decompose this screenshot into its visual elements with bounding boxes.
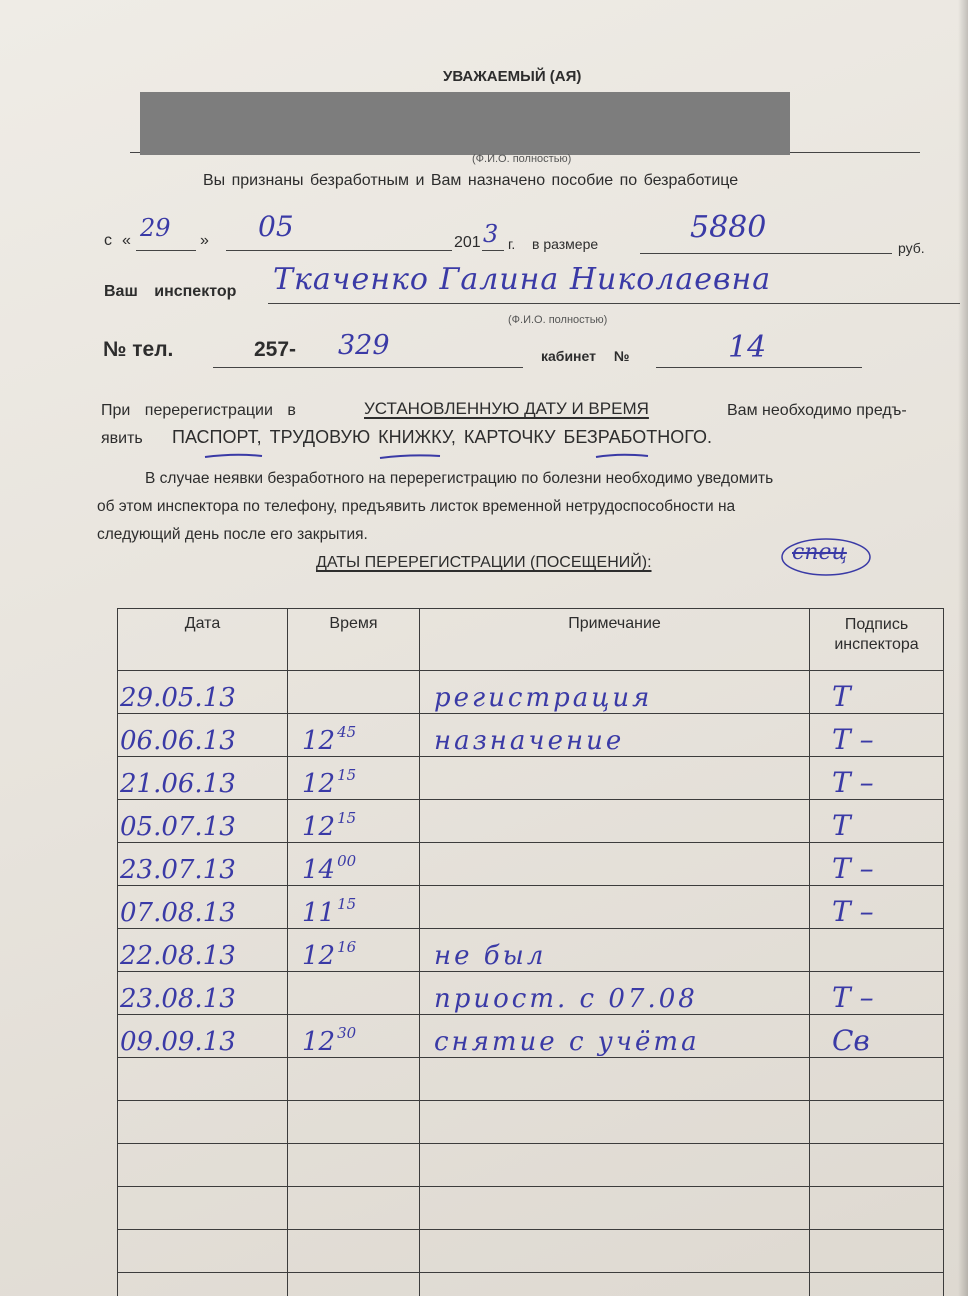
section-mark-circle [778, 532, 878, 582]
year-line [482, 250, 504, 251]
currency-label: руб. [898, 240, 925, 256]
registration-table [117, 608, 944, 1296]
cell-date [118, 1273, 288, 1296]
table-row [118, 1273, 944, 1296]
signature-mark: Т – [832, 766, 874, 799]
header-date: Дата [118, 609, 288, 671]
cell-note [420, 843, 810, 886]
cell-time [288, 1015, 420, 1058]
instruction-line-1c: Вам необходимо предъ- [727, 402, 907, 419]
cell-note [420, 1015, 810, 1058]
time-hours: 12 [302, 812, 336, 842]
office-number: 14 [728, 330, 767, 365]
cell-signature [810, 1187, 944, 1230]
cell-time [288, 800, 420, 843]
signature-mark: Т [832, 809, 851, 842]
cell-note [420, 671, 810, 714]
cell-date [118, 1058, 288, 1101]
cell-time [288, 886, 420, 929]
day-line [136, 250, 196, 251]
cell-note [420, 1101, 810, 1144]
header-time: Время [288, 609, 420, 671]
table-row [118, 1015, 944, 1058]
table-row [118, 800, 944, 843]
phone-suffix: 329 [338, 330, 390, 361]
date-value: 23.08.13 [120, 984, 236, 1014]
cell-note [420, 757, 810, 800]
office-label: кабинет № [541, 348, 630, 364]
time-minutes: 00 [337, 852, 357, 870]
instruction-line-1b [364, 399, 649, 419]
quote-close: » [200, 232, 209, 249]
cell-signature [810, 1273, 944, 1296]
signature-mark: Т – [832, 981, 874, 1014]
cell-date [118, 1101, 288, 1144]
page-edge-shadow [958, 0, 968, 1296]
amount-line [640, 253, 892, 254]
time-minutes: 15 [337, 766, 357, 784]
signature-mark [810, 1110, 832, 1143]
cell-note [420, 1230, 810, 1273]
cell-note [420, 1187, 810, 1230]
signature-mark [810, 938, 832, 971]
date-value: 05.07.13 [120, 812, 236, 842]
signature-mark: Т – [832, 895, 874, 928]
phone-label: № тел. [103, 338, 174, 361]
cell-time [288, 1101, 420, 1144]
cell-signature [810, 972, 944, 1015]
cell-signature [810, 929, 944, 972]
signature-mark [810, 1282, 832, 1296]
paragraph-line-1: В случае неявки безработного на перерегистрацию по болезни необходимо уведомить [145, 470, 774, 487]
cell-time [288, 1230, 420, 1273]
instruction-line-2b: ПАСПОРТ, ТРУДОВУЮ КНИЖКУ, КАРТОЧКУ БЕЗРАБОТНОГО. [172, 427, 712, 447]
cell-signature [810, 671, 944, 714]
cell-date [118, 1187, 288, 1230]
cell-note [420, 929, 810, 972]
benefit-month: 05 [258, 210, 294, 243]
cell-note [420, 1058, 810, 1101]
time-hours: 12 [302, 726, 336, 756]
cell-note [420, 800, 810, 843]
from-prefix: с [104, 232, 112, 249]
section-title-text: ДАТЫ ПЕРЕРЕГИСТРАЦИИ (ПОСЕЩЕНИЙ): [316, 554, 652, 571]
office-line [656, 367, 862, 368]
cell-signature [810, 886, 944, 929]
document-title: УВАЖАЕМЫЙ (АЯ) [443, 68, 582, 85]
cell-signature [810, 1230, 944, 1273]
signature-mark [810, 1239, 832, 1272]
signature-mark [810, 1196, 832, 1229]
table-row [118, 886, 944, 929]
recognized-statement: Вы признаны безработным и Вам назначено пособие по безработице [203, 172, 739, 189]
year-label: г. [508, 236, 516, 252]
table-header-row [118, 609, 944, 671]
note-value: назначение [434, 726, 625, 756]
table-row [118, 671, 944, 714]
table-row [118, 972, 944, 1015]
cell-date [118, 929, 288, 972]
table-row [118, 714, 944, 757]
section-title [316, 554, 652, 572]
cell-date [118, 800, 288, 843]
cell-note [420, 1273, 810, 1296]
table-row [118, 1230, 944, 1273]
table-row [118, 1144, 944, 1187]
time-hours: 12 [302, 1027, 336, 1057]
cell-signature [810, 1058, 944, 1101]
cell-note [420, 1144, 810, 1187]
cell-signature [810, 1101, 944, 1144]
time-minutes: 16 [337, 938, 357, 956]
table-row [118, 757, 944, 800]
date-value: 21.06.13 [120, 769, 236, 799]
table-body [118, 671, 944, 1296]
signature-mark: Т – [832, 852, 874, 885]
note-value: приост. с 07.08 [434, 984, 698, 1014]
cell-date [118, 843, 288, 886]
header-note: Примечание [420, 609, 810, 671]
cell-signature [810, 800, 944, 843]
date-value: 23.07.13 [120, 855, 236, 885]
time-hours: 12 [302, 941, 336, 971]
year-prefix: 201 [454, 234, 481, 251]
cell-date [118, 1230, 288, 1273]
benefit-amount: 5880 [690, 210, 767, 245]
cell-note [420, 886, 810, 929]
required-datetime: УСТАНОВЛЕННУЮ ДАТУ И ВРЕМЯ [364, 399, 649, 418]
cell-time [288, 714, 420, 757]
phone-prefix: 257- [254, 338, 297, 361]
note-value: регистрация [434, 683, 653, 713]
note-value: снятие с учёта [434, 1027, 700, 1057]
paragraph-line-3: следующий день после его закрытия. [97, 526, 368, 543]
signature-mark: Т [832, 680, 851, 713]
cell-time [288, 929, 420, 972]
inspector-caption: (Ф.И.О. полностью) [508, 314, 608, 326]
inspector-line [268, 303, 960, 304]
redaction-block [140, 92, 790, 155]
cell-note [420, 972, 810, 1015]
benefit-day: 29 [140, 214, 171, 242]
time-hours: 14 [302, 855, 336, 885]
cell-date [118, 714, 288, 757]
table-row [118, 1187, 944, 1230]
date-value: 09.09.13 [120, 1027, 236, 1057]
signature-mark [810, 1067, 832, 1100]
cell-date [118, 972, 288, 1015]
cell-signature [810, 1015, 944, 1058]
cell-time [288, 1187, 420, 1230]
time-minutes: 15 [337, 895, 357, 913]
cell-time [288, 972, 420, 1015]
time-hours: 12 [302, 769, 336, 799]
instruction-line-2a: явить [101, 430, 143, 447]
month-line [226, 250, 452, 251]
cell-note [420, 714, 810, 757]
signature-mark: Т – [832, 723, 874, 756]
note-value: не был [434, 941, 547, 971]
header-signature: Подпись инспектора [810, 609, 944, 671]
table-row [118, 1101, 944, 1144]
date-value: 22.08.13 [120, 941, 236, 971]
quote-open: « [122, 232, 131, 249]
phone-line [213, 367, 523, 368]
cell-signature [810, 714, 944, 757]
date-value: 29.05.13 [120, 683, 236, 713]
date-value: 06.06.13 [120, 726, 236, 756]
amount-label: в размере [532, 236, 599, 252]
cell-signature [810, 1144, 944, 1187]
cell-time [288, 1273, 420, 1296]
inspector-label: Ваш инспектор [104, 283, 237, 300]
cell-date [118, 1015, 288, 1058]
cell-date [118, 1144, 288, 1187]
cell-signature [810, 757, 944, 800]
cell-signature [810, 843, 944, 886]
inspector-name: Ткаченко Галина Николаевна [273, 262, 772, 297]
table-row [118, 843, 944, 886]
table-row [118, 1058, 944, 1101]
year-suffix: 3 [483, 220, 499, 248]
cell-time [288, 671, 420, 714]
fio-caption: (Ф.И.О. полностью) [472, 153, 572, 165]
time-minutes: 30 [337, 1024, 357, 1042]
signature-mark: Св [832, 1024, 870, 1057]
time-minutes: 15 [337, 809, 357, 827]
cell-time [288, 1058, 420, 1101]
cell-time [288, 1144, 420, 1187]
cell-date [118, 886, 288, 929]
paragraph-line-2: об этом инспектора по телефону, предъявить листок временной нетрудоспособности на [97, 498, 736, 515]
table-row [118, 929, 944, 972]
signature-mark [810, 1153, 832, 1186]
cell-time [288, 757, 420, 800]
cell-date [118, 671, 288, 714]
cell-time [288, 843, 420, 886]
time-hours: 11 [302, 898, 336, 928]
cell-date [118, 757, 288, 800]
date-value: 07.08.13 [120, 898, 236, 928]
time-minutes: 45 [337, 723, 357, 741]
section-mark: спец [792, 540, 847, 565]
instruction-line-1a: При перерегистрации в [101, 402, 296, 419]
